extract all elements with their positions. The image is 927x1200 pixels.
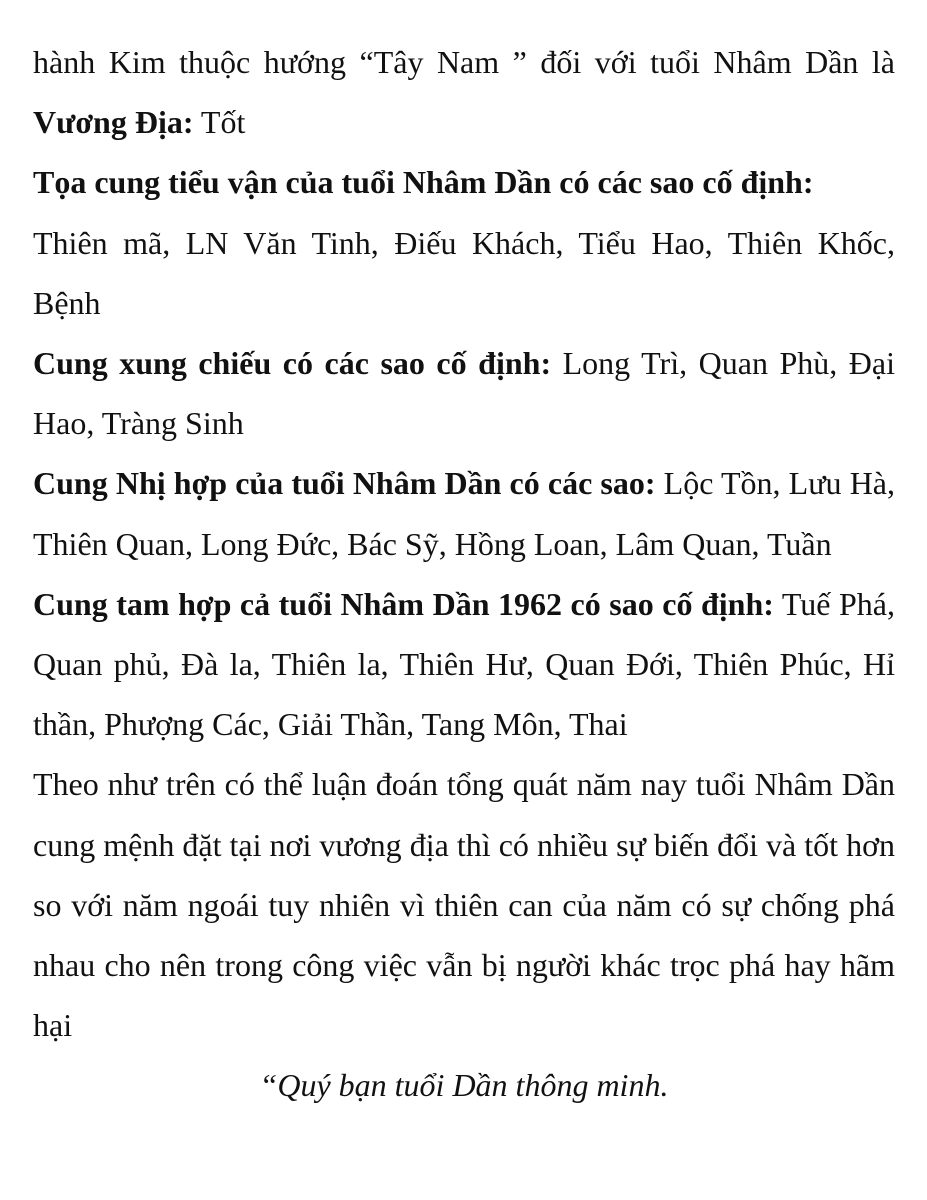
closing-quote: “Quý bạn tuổi Dần thông minh. bbox=[259, 1067, 669, 1104]
paragraph-direction bbox=[33, 32, 895, 152]
bold-heading: Cung tam hợp cả tuổi Nhâm Dần 1962 có sao cố định: bbox=[33, 585, 774, 622]
bold-heading: Cung Nhị hợp của tuổi Nhâm Dần có các sao: bbox=[33, 465, 656, 502]
paragraph-text: Tốt bbox=[193, 104, 246, 141]
paragraph-tieu-van bbox=[33, 152, 895, 333]
paragraph-conclusion bbox=[33, 754, 895, 1055]
paragraph-xung-chieu bbox=[33, 333, 895, 453]
paragraph-text: hành Kim thuộc hướng “Tây Nam ” đối với tuổi Nhâm Dần là bbox=[33, 44, 895, 80]
paragraph-text: Thiên mã, LN Văn Tinh, Điếu Khách, Tiểu Hao, Thiên Khốc, Bệnh bbox=[33, 224, 895, 321]
paragraph-text: Long Trì, Quan Phù, Đại Hao, Tràng Sinh bbox=[33, 345, 896, 442]
bold-heading: Cung xung chiếu có các sao cố định: bbox=[33, 345, 552, 382]
paragraph-text: Theo như trên có thể luận đoán tổng quát năm nay tuổi Nhâm Dần cung mệnh đặt tại nơi vương địa thì có nhiều sự biến đổi và tốt hơn so với năm ngoái tuy nhiên vì thiên can của năm có sự chống phá nhau cho nên trong công việc vẫn bị người khác trọc phá hay hãm hại bbox=[33, 766, 895, 1044]
paragraph-tam-hop bbox=[33, 574, 895, 755]
bold-heading: Tọa cung tiểu vận của tuổi Nhâm Dần có các sao cố định: bbox=[33, 164, 814, 201]
paragraph-text: Tuế Phá, Quan phủ, Đà la, Thiên la, Thiên Hư, Quan Đới, Thiên Phúc, Hỉ thần, Phượng Các, Giải Thần, Tang Môn, Thai bbox=[33, 585, 896, 743]
bold-label: Vương Địa: bbox=[33, 104, 194, 141]
paragraph-text: Lộc Tồn, Lưu Hà, Thiên Quan, Long Đức, Bác Sỹ, Hồng Loan, Lâm Quan, Tuần bbox=[33, 465, 896, 562]
document-page bbox=[33, 32, 895, 1116]
paragraph-nhi-hop bbox=[33, 453, 895, 573]
